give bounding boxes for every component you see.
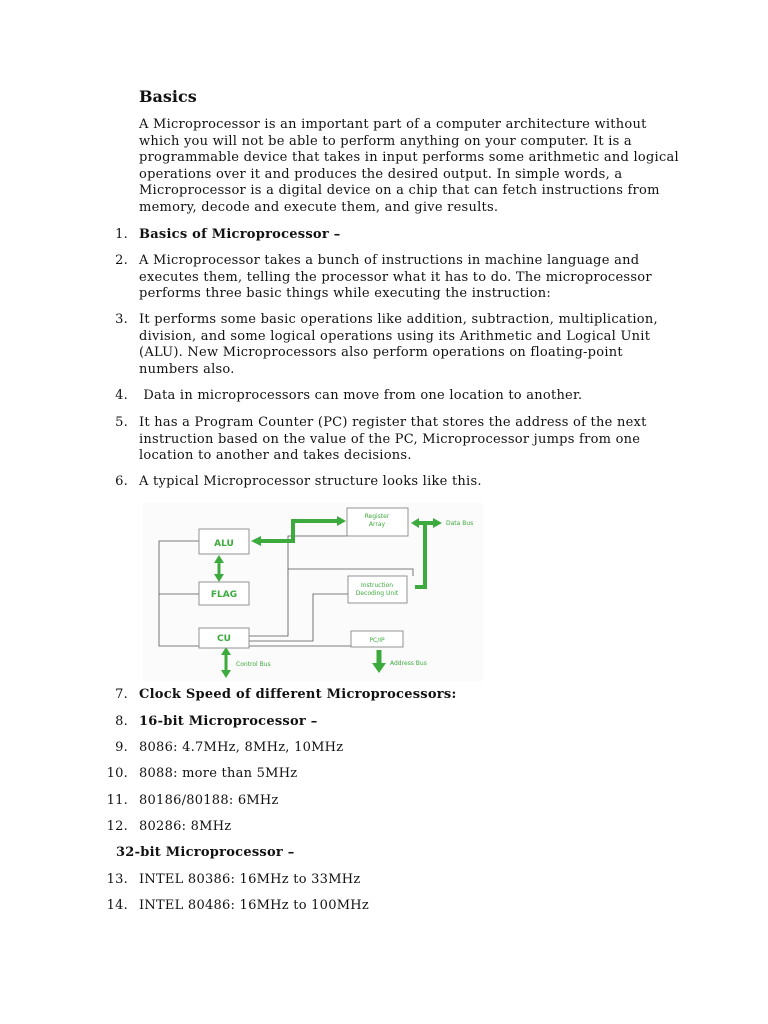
list-text: 8088: more than 5MHz — [139, 766, 298, 781]
subheading-32bit: 32-bit Microprocessor – — [116, 845, 295, 860]
intro-paragraph: A Microprocessor is an important part of a computer architecture without which you will not be able to perform anything on your computer. It is a programmable device that takes in input performs some arithmetic and logical operations over it and produces the desired output. In simple words, a Microprocessor is a digital device on a chip that can fetch instructions from memory, decode and execute them, and give results. — [139, 117, 679, 215]
list-text: A Microprocessor takes a bunch of instructions in machine language and executes them, telling the processor what it has to do. The microprocessor performs three basic things while executing the instruction: — [139, 253, 652, 302]
cu-label: CU — [217, 634, 231, 644]
data-bus-label: Data Bus — [446, 520, 474, 527]
list-number: 8. — [115, 714, 128, 729]
list-number: 6. — [115, 474, 128, 489]
list-number: 4. — [115, 388, 128, 403]
address-bus-label: Address Bus — [390, 660, 427, 667]
list-text: Data in microprocessors can move from one location to another. — [139, 388, 583, 403]
list-number: 7. — [115, 687, 128, 702]
instruction-label: Instruction — [360, 582, 394, 589]
alu-label: ALU — [214, 539, 234, 549]
decoding-unit-label: Decoding Unit — [355, 590, 399, 597]
list-text: 80186/80188: 6MHz — [139, 793, 279, 808]
list-text: It performs some basic operations like addition, subtraction, multiplication, division, and some logical operations using its Arithmetic and Logical Unit (ALU). New Microprocessors also perform operations on floating-point numbers also. — [139, 312, 658, 377]
list-number: 14. — [106, 898, 128, 913]
list-text: It has a Program Counter (PC) register that stores the address of the next instruction based on the value of the PC, Microprocessor jumps from one location to another and takes decisions. — [139, 415, 647, 464]
list-number: 1. — [115, 227, 128, 242]
list-number: 10. — [106, 766, 128, 781]
flag-label: FLAG — [210, 590, 238, 600]
list-number: 11. — [106, 793, 128, 808]
list-text: Clock Speed of different Microprocessors: — [139, 687, 457, 702]
list-text: INTEL 80486: 16MHz to 100MHz — [139, 898, 369, 913]
pc-ip-label: PC/IP — [369, 637, 385, 644]
list-number: 5. — [115, 415, 128, 430]
list-text: Basics of Microprocessor – — [139, 227, 341, 242]
list-number: 2. — [115, 253, 128, 268]
microprocessor-structure-diagram — [143, 503, 483, 681]
list-text: 16-bit Microprocessor – — [139, 714, 318, 729]
control-bus-label: Control Bus — [236, 661, 271, 668]
list-text: A typical Microprocessor structure looks like this. — [139, 474, 482, 489]
register-label: Register — [364, 513, 390, 520]
list-text: INTEL 80386: 16MHz to 33MHz — [139, 872, 361, 887]
array-label: Array — [368, 521, 386, 528]
list-number: 12. — [106, 819, 128, 834]
list-number: 3. — [115, 312, 128, 327]
list-text: 8086: 4.7MHz, 8MHz, 10MHz — [139, 740, 344, 755]
page-title: Basics — [139, 87, 197, 106]
list-number: 9. — [115, 740, 128, 755]
list-number: 13. — [106, 872, 128, 887]
list-text: 80286: 8MHz — [139, 819, 232, 834]
